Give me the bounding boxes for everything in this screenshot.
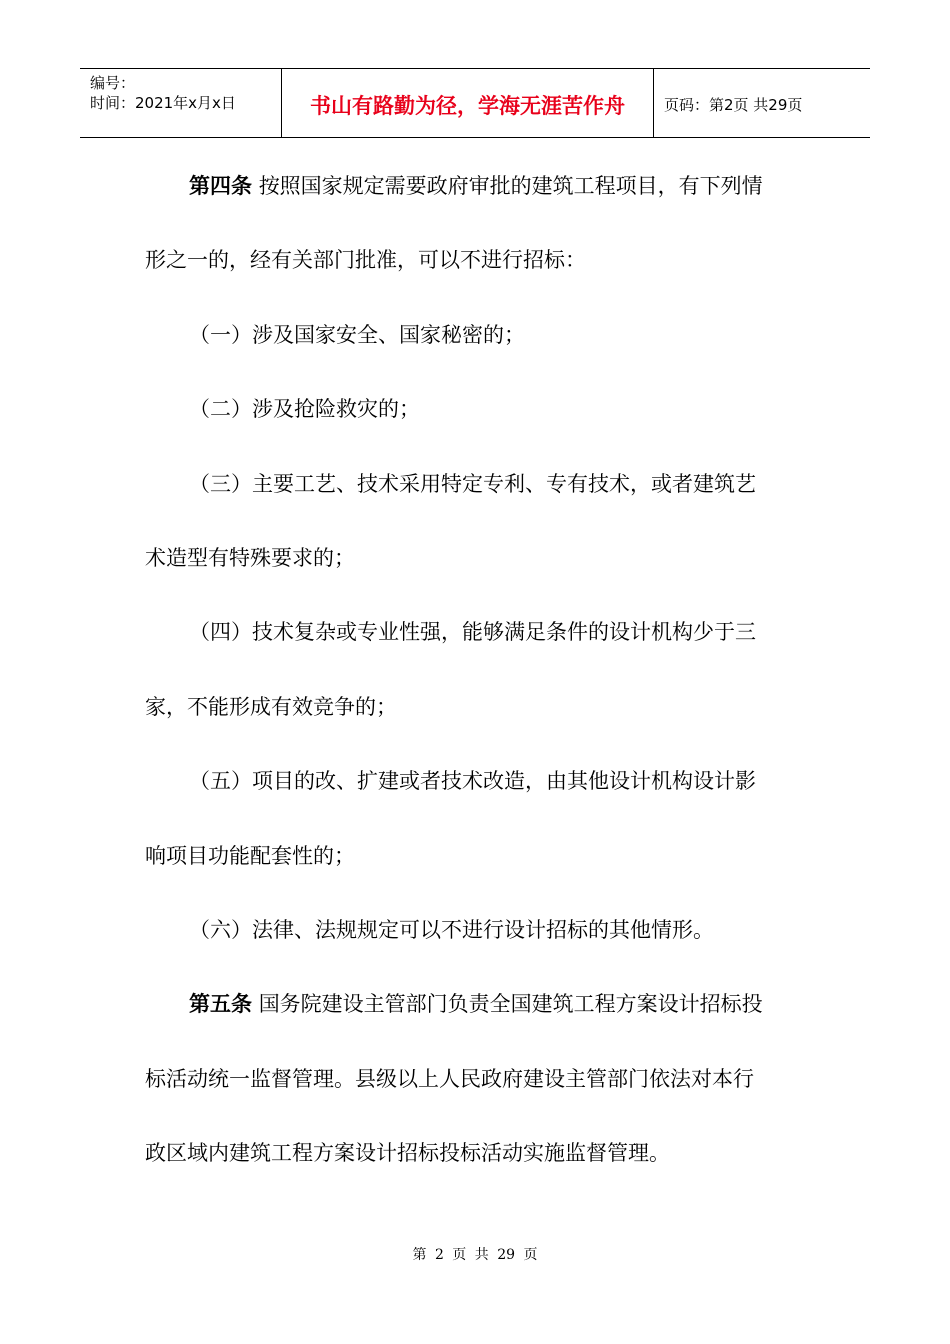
item-5-line-2: 响项目功能配套性的； — [145, 843, 355, 868]
document-number-label: 编号： — [90, 74, 136, 92]
article-5-text: 国务院建设主管部门负责全国建筑工程方案设计招标投 — [258, 992, 763, 1017]
article-4-text: 按照国家规定需要政府审批的建筑工程项目，有下列情 — [258, 174, 763, 198]
article-4-first-line — [145, 160, 809, 234]
page-footer: 第 2 页 共 29 页 — [412, 1247, 538, 1263]
article-5-line-2: 标活动统一监督管理。县级以上人民政府建设主管部门依法对本行 — [145, 1066, 754, 1091]
item-1: （一）涉及国家安全、国家秘密的； — [189, 322, 525, 347]
item-2: （二）涉及抢险救灾的； — [189, 397, 420, 422]
document-body — [145, 160, 809, 1201]
header-motto: 书山有路勤为径，学海无涯苦作舟 — [282, 69, 654, 137]
article-4-line-2: 形之一的，经有关部门批准，可以不进行招标： — [145, 248, 586, 273]
item-6: （六）法律、法规规定可以不进行设计招标的其他情形。 — [189, 917, 714, 942]
page-header — [80, 68, 870, 138]
item-5-line-1: （五）项目的改、扩建或者技术改造，由其他设计机构设计影 — [189, 769, 756, 794]
header-meta — [80, 69, 282, 137]
header-page-info: 页码：第2页 共29页 — [664, 95, 803, 114]
item-3-line-1: （三）主要工艺、技术采用特定专利、专有技术，或者建筑艺 — [189, 471, 756, 496]
article-5-first-line — [145, 978, 809, 1052]
article-4-heading: 第四条 — [189, 174, 252, 198]
article-5-heading: 第五条 — [189, 992, 252, 1017]
article-5-line-3: 政区域内建筑工程方案设计招标投标活动实施监督管理。 — [145, 1141, 670, 1166]
item-4-line-1: （四）技术复杂或专业性强，能够满足条件的设计机构少于三 — [189, 620, 756, 645]
document-date: 时间：2021年x月x日 — [90, 94, 236, 112]
item-4-line-2: 家，不能形成有效竞争的； — [145, 694, 397, 719]
item-3-line-2: 术造型有特殊要求的； — [145, 545, 355, 570]
